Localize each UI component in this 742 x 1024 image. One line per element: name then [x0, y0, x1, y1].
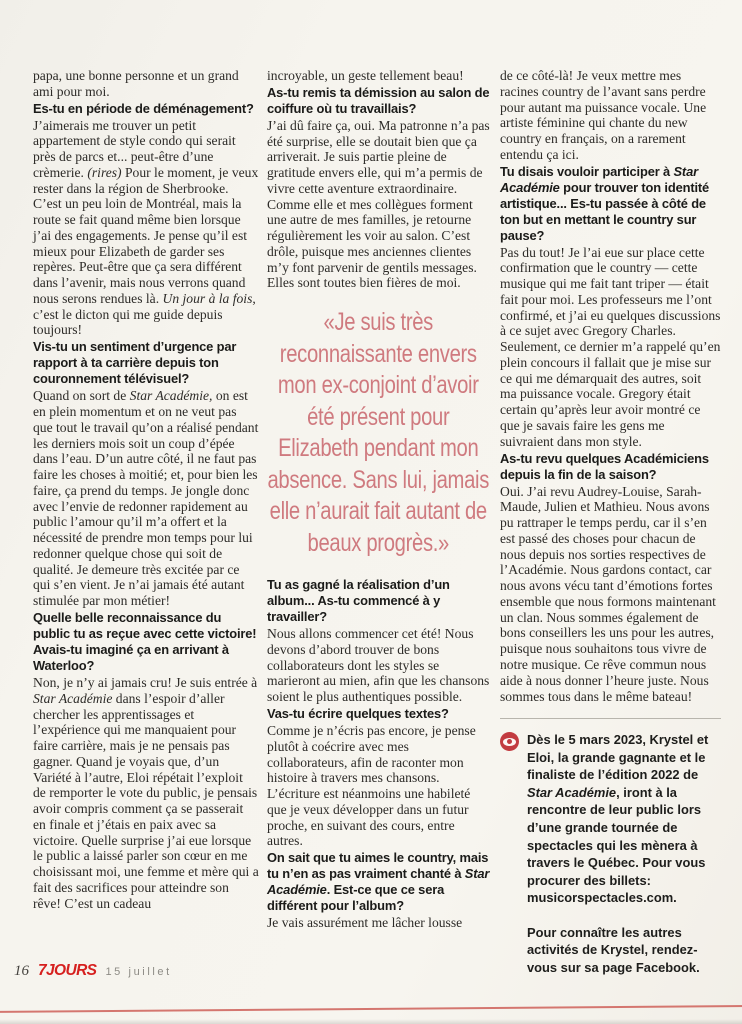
answer-paragraph: Non, je n’y ai jamais cru! Je suis entrée à Star Académie dans l’espoir d’aller chercher les apprentissages et l’expérience qui me manquaient pour faire carrière, mais je ne pensais pas gagner. Quand je voyais que, d’un Variété à l’autre, Eloi répétait l’exploit de remporter le vote du public, je pensais avoir compris comment ça se passerait en finale et j’étais en paix avec sa victoire. Quelle surprise j’ai eue lorsque le public a laissé parler son cœur en me choisissant moi, une femme et mère qui a fait des sacrifices pour atteindre son rêve! C’est un cadeau	[33, 674, 259, 911]
answer-paragraph: incroyable, un geste tellement beau!	[267, 68, 464, 83]
answer-paragraph: de ce côté-là! Je veux mettre mes racines country de l’avant sans perdre pour autant ma puissance vocale. Une artiste féminine qui chante du new country en français, on a rarement entendu ça ici.	[500, 68, 707, 162]
page-number: 16	[14, 963, 29, 979]
article-column-3	[500, 68, 721, 976]
answer-paragraph: J’ai dû faire ça, oui. Ma patronne n’a pas été surprise, elle se doutait bien que ça arriverait. Je suis partie pleine de gratitude envers elle, qui m’a permis de vivre cette aventure extraordinaire. Comme elle et mes collègues forment une autre de mes familles, je retourne régulièrement les voir au salon. C’est drôle, puisque mes anciennes clientes m’y font parvenir de gentils messages. Elles sont toutes bien fières de moi.	[267, 117, 490, 291]
issue-date: 15 juillet	[105, 966, 172, 978]
bottom-rule	[0, 1005, 742, 1013]
editorial-note: Dès le 5 mars 2023, Krystel et Eloi, la grande gagnante et le finaliste de l’édition 2022 de Star Académie, iront à la rencontre de leur public lors d’une grande tournée de spectacles qui les mènera à travers le Québec. Pour vous procurer des billets: musicorspectacles.com.	[500, 731, 721, 906]
answer-paragraph: Pas du tout! Je l’ai eue sur place cette confirmation que le country — cette musique qui me fait tant triper — était fait pour moi. Les professeurs me l’ont confirmé, et j’ai eu quelques discussions à ce sujet avec Gregory Charles. Seulement, ce dernier m’a rappelé qu’en plein concours il fallait que je mise sur ce qui me démarquait des autres, soit ma puissance vocale. Gregory était certain qu’après leur avoir montré ce que je savais faire les gens me suivraient dans mon style.	[500, 244, 721, 449]
answer-paragraph: J’aimerais me trouver un petit appartement de style condo qui serait près de parcs et... peut-être d’une crèmerie. (rires) Pour le moment, je veux rester dans la région de Sherbrooke. C’est un peu loin de Montréal, mais la route se fait quand même bien lorsque j’ai des engagements. Je pense qu’il est mieux pour Elizabeth de garder ses repères. Peut-être que ça sera différent dans l’avenir, mais nous verrons quand nous serons rendues là. Un jour à la fois, c’est le dicton qui me guide depuis toujours!	[33, 117, 259, 338]
page-bottom-edge	[0, 1019, 742, 1024]
answer-paragraph: Je vais assurément me lâcher lousse	[267, 915, 463, 931]
answer-paragraph: Quand on sort de Star Académie, on est en plein momentum et on ne veut pas que tout le travail qu’on a réalisé pendant les derniers mois soit un coup d’épée dans l’eau. D’un autre côté, il ne faut pas faire les choses à moitié; et, pour bien les faire, ça prend du temps. Je jongle donc avec l’envie de redonner rapidement au public l’amour qu’il m’a offert et la nécessité de prendre mon temps pour lui redonner quelque chose qui soit de qualité. Je demeure très excitée par ce qui s’en vient. Je n’ai jamais été autant stimulée par mon métier!	[33, 388, 259, 609]
interview-question: On sait que tu aimes le country, mais tu n’en as pas vraiment chanté à Star Académie. Est-ce que ce sera différent pour l’album?	[267, 850, 490, 914]
pull-quote: «Je suis très reconnaissante envers mon ex-conjoint d’avoir été présent pour Elizabeth pendant mon absence. Sans lui, jamais elle n’aurait fait autant de beaux progrès.»	[267, 308, 490, 557]
eye-icon	[500, 732, 519, 751]
answer-paragraph: Comme je n’écris pas encore, je pense plutôt à coécrire avec mes collaborateurs, afin de raconter mon histoire à travers mes chansons. L’écriture est néanmoins une habileté que je veux développer dans un futur proche, en suivant des cours, entre autres.	[267, 723, 476, 849]
interview-question: Quelle belle reconnaissance du public tu as reçue avec cette victoire! Avais-tu imaginé ça en arrivant à Waterloo?	[33, 609, 257, 673]
interview-question: Vis-tu un sentiment d’urgence par rapport à ta carrière depuis ton couronnement télévisuel?	[33, 339, 237, 387]
magazine-logo: 7JOURS	[38, 962, 97, 979]
interview-question: Tu as gagné la réalisation d’un album... As-tu commencé à y travailler?	[267, 577, 450, 625]
answer-paragraph: Oui. J’ai revu Audrey-Louise, Sarah-Maude, Julien et Mathieu. Nous avons pu rattraper le temps perdu, car il s’en est passé des choses pour chacun de nous depuis nos sorties respectives de l’Académie. Nous gardons contact, car nous avons vécu tant d’émotions fortes ensemble que nous formons maintenant un clan. Nous sommes également de bons conseillers les uns pour les autres, puisque nous souhaitons tous vivre de notre musique. Ce rêve commun nous aide à nous donner l’heure juste. Nous sommes tous dans le même bateau!	[500, 483, 716, 704]
page-footer	[14, 962, 172, 982]
article-column-2	[267, 68, 490, 931]
interview-question: Tu disais vouloir participer à Star Académie pour trouver ton identité artistique... Es-tu passée à côté de ton but en mettant le country sur pause?	[500, 163, 710, 243]
interview-question: As-tu remis ta démission au salon de coiffure où tu travaillais?	[267, 84, 490, 116]
interview-question: Vas-tu écrire quelques textes?	[267, 706, 449, 722]
section-divider	[500, 718, 721, 719]
answer-paragraph: Nous allons commencer cet été! Nous devons d’abord trouver de bons collaborateurs dont les styles se marieront au mien, afin que les chansons soient le plus authentiques possible.	[267, 626, 490, 705]
interview-question: Es-tu en période de déménagement?	[33, 100, 254, 116]
article-column-1	[33, 68, 259, 911]
answer-paragraph: papa, une bonne personne et un grand ami pour moi.	[33, 68, 239, 99]
interview-question: As-tu revu quelques Académiciens depuis la fin de la saison?	[500, 450, 709, 482]
editorial-note: Pour connaître les autres activités de Krystel, rendez-vous sur sa page Facebook.	[527, 924, 700, 975]
